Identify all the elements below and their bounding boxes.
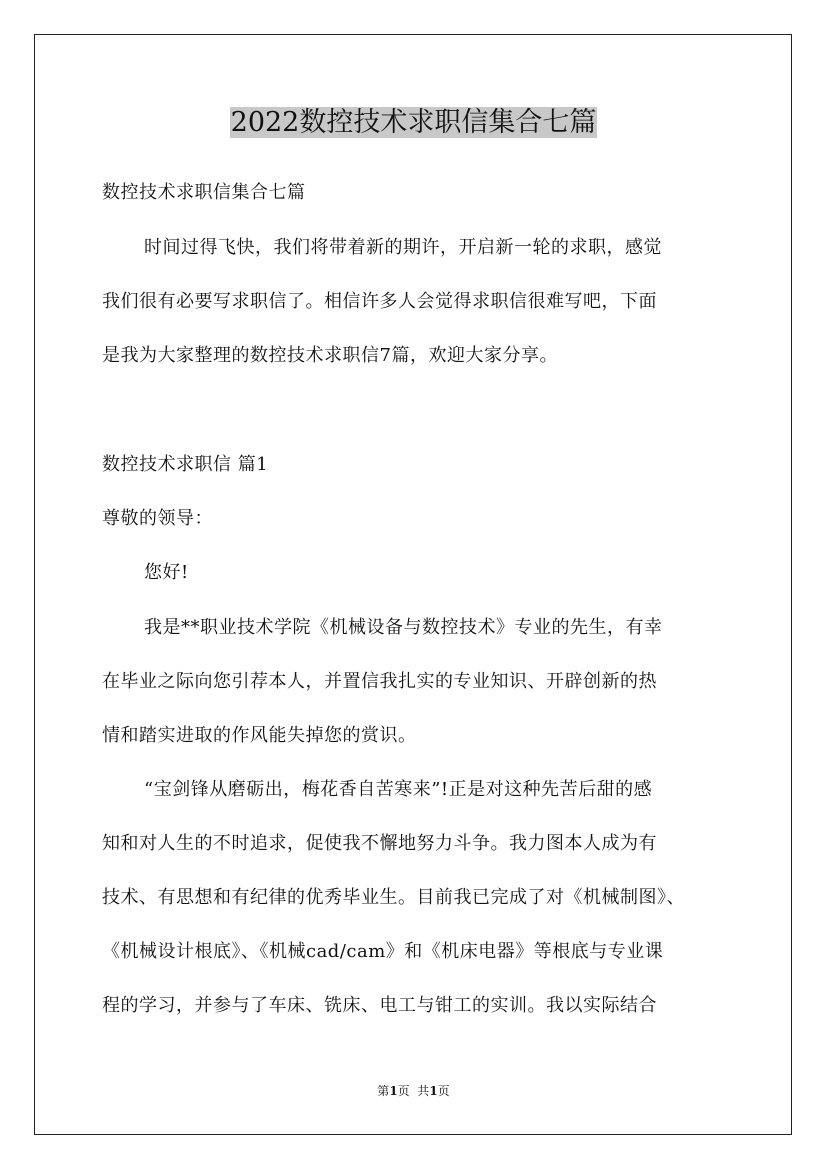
footer-page-prefix: 第 [377, 1084, 390, 1098]
subtitle: 数控技术求职信集合七篇 [102, 182, 306, 203]
salutation: 尊敬的领导： [102, 508, 213, 529]
footer-page-mid: 页 共 [397, 1084, 430, 1098]
intro-line-2: 我们很有必要写求职信了。相信许多人会觉得求职信很难写吧，下面 [102, 291, 657, 312]
paragraph1-line-1: 我是**职业技术学院《机械设备与数控技术》专业的先生，有幸 [144, 617, 663, 638]
footer-page-suffix: 页 [437, 1084, 450, 1098]
page-footer [0, 1083, 827, 1099]
paragraph1-line-3: 情和踏实进取的作风能失掉您的赏识。 [102, 725, 417, 746]
intro-line-3: 是我为大家整理的数控技术求职信7篇，欢迎大家分享。 [102, 345, 558, 366]
intro-line-1: 时间过得飞快，我们将带着新的期许，开启新一轮的求职，感觉 [144, 237, 662, 258]
paragraph2-line-2: 知和对人生的不时追求，促使我不懈地努力斗争。我力图本人成为有 [102, 833, 657, 854]
footer-page-current: 1 [389, 1084, 398, 1098]
footer-page-total: 1 [429, 1084, 438, 1098]
paragraph2-line-1: “宝剑锋从磨砺出，梅花香自苦寒来”!正是对这种先苦后甜的感 [144, 779, 653, 800]
greeting: 您好! [144, 562, 189, 583]
paragraph2-line-3: 技术、有思想和有纪律的优秀毕业生。目前我已完成了对《机械制图》、 [102, 887, 685, 908]
section-heading: 数控技术求职信 篇1 [102, 454, 269, 475]
paragraph1-line-2: 在毕业之际向您引荐本人，并置信我扎实的专业知识、开辟创新的热 [102, 671, 657, 692]
paragraph2-line-5: 程的学习，并参与了车床、铣床、电工与钳工的实训。我以实际结合 [102, 995, 657, 1016]
paragraph2-line-4: 《机械设计根底》、《机械cad/cam》和《机床电器》等根底与专业课 [102, 941, 664, 962]
document-title [0, 103, 827, 143]
document-title-text: 2022数控技术求职信集合七篇 [230, 107, 597, 138]
